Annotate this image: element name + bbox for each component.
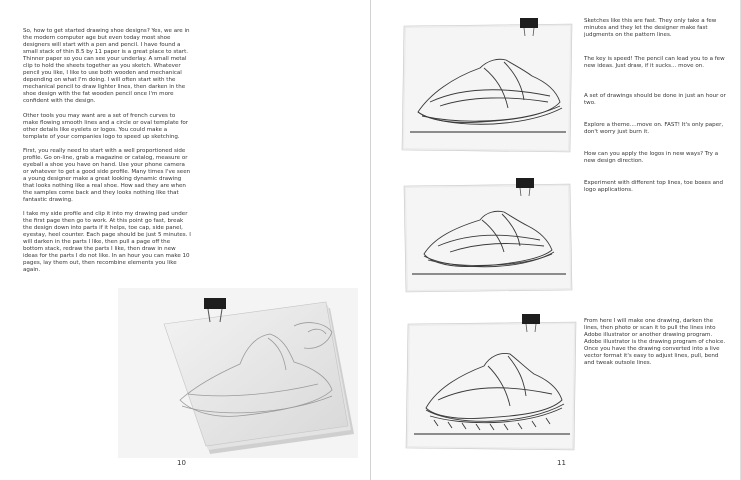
- left-paragraph: So, how to get started drawing shoe designs? Yes, we are in the modern computer age but even today most shoe designers will start with a pen and pencil. I have found a small stack of thin 8.5 by 11 paper is a great place to start. Thinner paper so you can see your underlay. A small metal clip to hold the sheets together as you sketch. Whatever pencil you like, I like to use both wooden and mechanical depending on what I'm doing. I will often start with the mechanical pencil to draw lighter lines, then darken in the shoe design with the fat wooden pencil once I'm more confident with the design.: [23, 28, 190, 105]
- page-number: 10: [177, 459, 186, 467]
- left-paragraph: Other tools you may want are a set of french curves to make flowing smooth lines and a circle or oval template for other details like eyelets or logos. You could make a template of your companies logo to speed up sketching.: [23, 112, 189, 140]
- right-note-text: A set of drawings should be done in just an hour or two.: [584, 93, 726, 107]
- right-note: [584, 93, 726, 107]
- right-note: [584, 180, 726, 194]
- right-note-text: Sketches like this are fast. They only take a few minutes and they let the designer make fast judgments on the pattern lines.: [584, 18, 717, 39]
- left-page-body: [23, 28, 191, 282]
- right-note: [584, 56, 726, 70]
- left-paragraph: I take my side profile and clip it into my drawing pad under the first page then go to work. At this point go fast, break the design down into parts if it helps, toe cap, side panel, eyestay, heel counter. Each page should be just 5 minutes. I will darken in the parts I like, then pull a page off the bottom stack, redraw the parts I like, then draw in new ideas for the parts I do not like. In an hour you can make 10 pages, lay them out, then recombine elements you like again.: [23, 211, 191, 274]
- right-note: [584, 151, 726, 165]
- left-paragraph: First, you really need to start with a well proportioned side profile. Go on-line, grab a magazine or catalog, measure or eyeball a shoe you have on hand. Use your phone camera or whatever to get a good side profile. Many times I've seen a young designer make a great looking dynamic drawing that looks nothing like a real shoe. How sad they are when the samples come back and they looks nothing like that fantastic drawing.: [23, 147, 191, 204]
- sketch-pad-photo: [118, 288, 358, 458]
- right-note: [584, 318, 726, 367]
- right-note: [584, 18, 726, 39]
- shoe-sketch-2: [400, 176, 574, 294]
- right-note-text: From here I will make one drawing, darken the lines, then photo or scan it to pull the lines into Adobe illustrator or another drawing program. Adobe illustrator is the drawing program of choice. Once you have the drawing converted into a live vector format it's easy to adjust lines, pull, bend and tweak outsole lines.: [584, 318, 726, 367]
- right-note-text: Experiment with different top lines, toe boxes and logo applications.: [584, 180, 724, 194]
- right-note: [584, 122, 726, 136]
- page-gutter: [370, 0, 371, 480]
- right-note-text: The key is speed! The pencil can lead you to a few new ideas. Just draw, if it sucks... move on.: [584, 56, 725, 70]
- right-note-text: How can you apply the logos in new ways? Try a new design direction.: [584, 151, 719, 165]
- page-number: 11: [557, 459, 566, 467]
- shoe-sketch-3: [404, 312, 578, 452]
- right-note-text: Explore a theme....move on. FAST! It's only paper, don't worry just burn it.: [584, 122, 724, 136]
- shoe-sketch-1: [400, 16, 574, 156]
